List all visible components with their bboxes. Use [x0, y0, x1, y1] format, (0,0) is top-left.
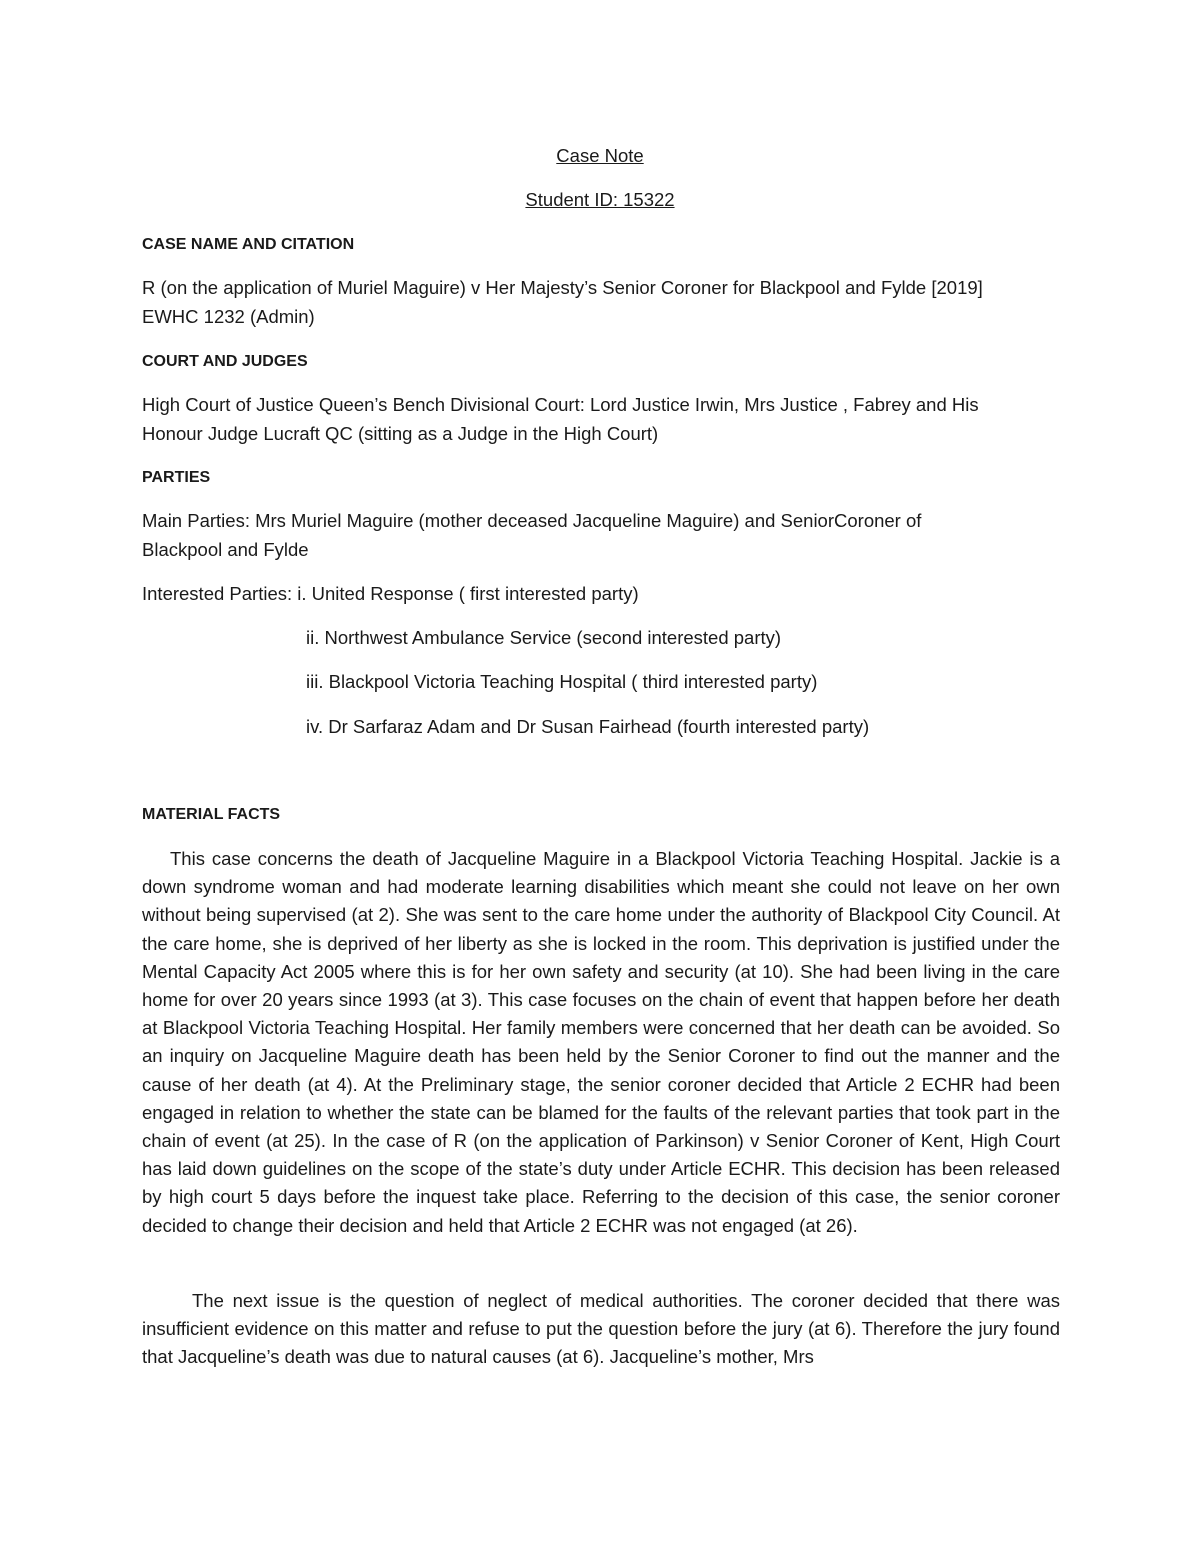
case-citation-line-2: EWHC 1232 (Admin) [142, 306, 315, 327]
court-line-1: High Court of Justice Queen’s Bench Divisional Court: Lord Justice Irwin, Mrs Justice , Fabrey and His [142, 394, 979, 415]
material-facts-paragraph: The next issue is the question of neglect of medical authorities. The coroner decided that there was insufficient evidence on this matter and refuse to put the question before the jury (at 6). Therefore the jury found that Jacqueline’s death was due to natural causes (at 6). Jacqueline’s mother, Mrs [142, 1290, 1060, 1368]
interested-parties-label: Interested Parties: i. United Response ( first interested party) [142, 583, 639, 604]
material-facts-heading: MATERIAL FACTS [142, 806, 281, 823]
material-facts-paragraph: This case concerns the death of Jacqueline Maguire in a Blackpool Victoria Teaching Hospital. Jackie is a down syndrome woman and had moderate learning disabilities which meant she could not leave on her own without being supervised (at 2). She was sent to the care home under the authority of Blackpool City Council. At the care home, she is deprived of her liberty as she is locked in the room. This deprivation is justified under the Mental Capacity Act 2005 where this is for her own safety and security (at 10). She had been living in the care home for over 20 years since 1993 (at 3). This case focuses on the chain of event that happen before her death at Blackpool Victoria Teaching Hospital. Her family members were concerned that her death can be avoided. So an inquiry on Jacqueline Maguire death has been held by the Senior Coroner to find out the manner and the cause of her death (at 4). At the Preliminary stage, the senior coroner decided that Article 2 ECHR had been engaged in relation to whether the state can be blamed for the faults of the relevant parties that took part in the chain of event (at 25). In the case of R (on the application of Parkinson) v Senior Coroner of Kent, High Court has laid down guidelines on the scope of the state’s duty under Article ECHR. This decision has been released by high court 5 days before the inquest take place. Referring to the decision of this case, the senior coroner decided to change their decision and held that Article 2 ECHR was not engaged (at 26). [142, 848, 1060, 1236]
main-parties-line-1: Main Parties: Mrs Muriel Maguire (mother deceased Jacqueline Maguire) and SeniorCoroner of [142, 510, 922, 531]
main-parties-line-2: Blackpool and Fylde [142, 539, 309, 560]
court-heading: COURT AND JUDGES [142, 353, 308, 370]
court-line-2: Honour Judge Lucraft QC (sitting as a Judge in the High Court) [142, 423, 659, 444]
parties-heading: PARTIES [142, 469, 211, 486]
case-citation-line-1: R (on the application of Muriel Maguire) v Her Majesty’s Senior Coroner for Blackpool and Fylde [2019] [142, 277, 983, 298]
interested-party-item: ii. Northwest Ambulance Service (second interested party) [306, 627, 782, 648]
document-title: Case Note [556, 145, 644, 166]
case-name-heading: CASE NAME AND CITATION [142, 236, 355, 253]
interested-party-item: iii. Blackpool Victoria Teaching Hospital ( third interested party) [306, 671, 818, 692]
student-id: Student ID: 15322 [525, 189, 675, 210]
interested-party-item: iv. Dr Sarfaraz Adam and Dr Susan Fairhead (fourth interested party) [306, 716, 870, 737]
